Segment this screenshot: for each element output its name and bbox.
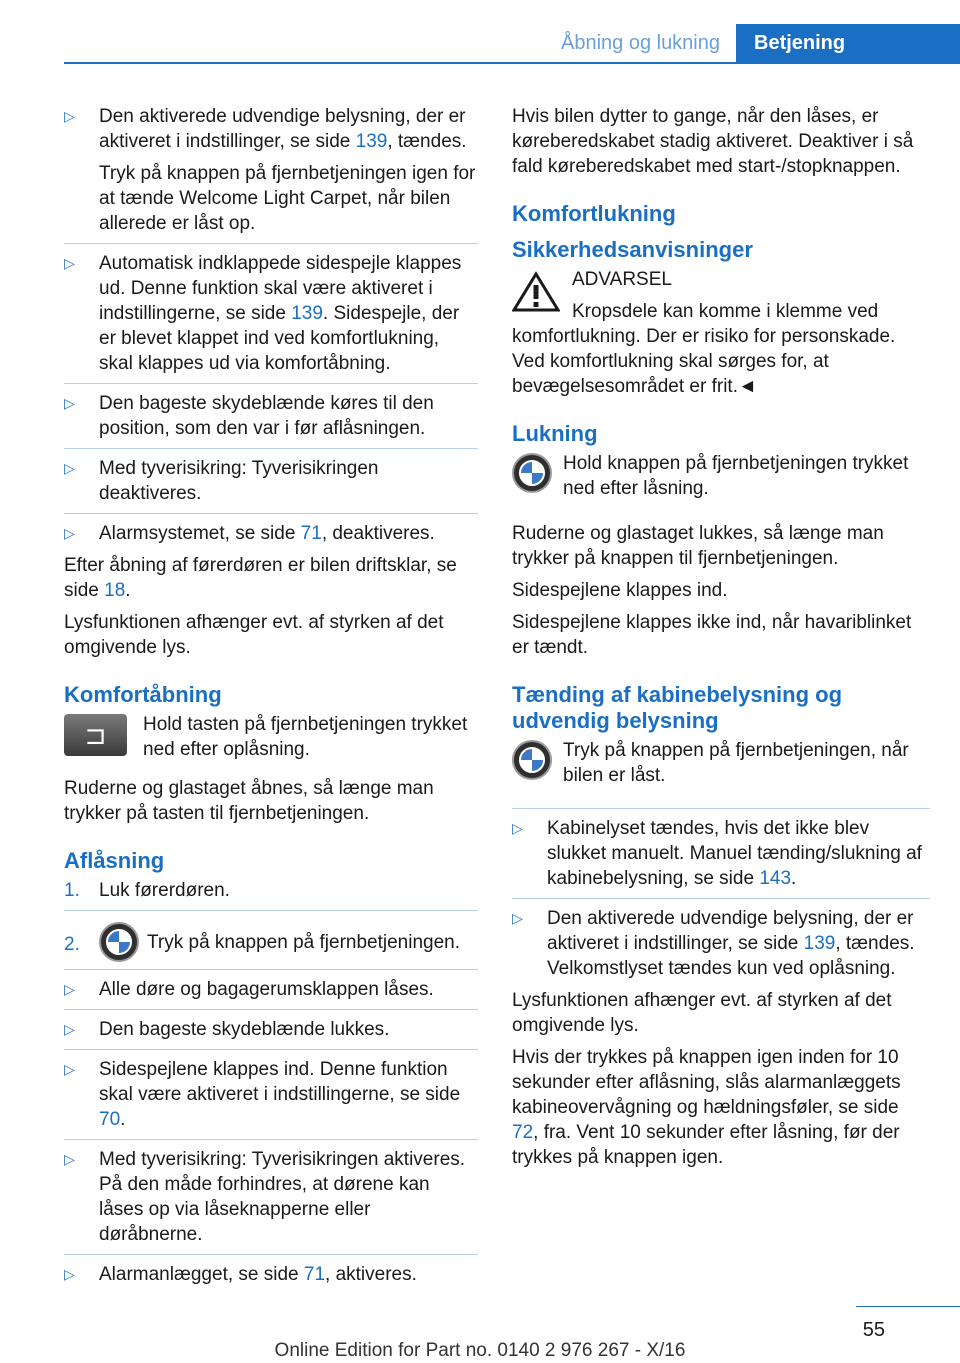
divider [64,243,478,244]
bmw-remote-button-icon [512,740,552,780]
list-item: ▷ Med tyverisikring: Tyverisikringen aktiveres. På den måde forhindres, at dørene kan låses op via låseknapperne eller døråbnerne. [64,1149,466,1245]
numbered-item: 2. Tryk på knappen på fjernbetjeningen. [64,918,478,962]
page-link[interactable]: 139 [291,303,323,324]
bmw-remote-button-icon [99,922,139,962]
list-item: ▷ Alarmsystemet, se side 71, deaktiveres. [64,523,435,544]
warning-block [512,267,930,399]
page-link[interactable]: 72 [512,1122,534,1143]
page-link[interactable]: 70 [99,1109,121,1130]
triangle-bullet-icon: ▷ [64,1061,75,1077]
unlock-key-icon: ⊐ [64,714,127,756]
warning-title: ADVARSEL [572,269,672,290]
paragraph: Lysfunktionen afhænger evt. af styrken af det omgivende lys. [512,990,892,1036]
running-header-section: Åbning og lukning [560,32,720,54]
page-number: 55 [862,1319,885,1341]
divider [64,513,478,514]
triangle-bullet-icon: ▷ [512,820,523,836]
list-item: ▷ Alarmanlægget, se side 71, aktiveres. [64,1264,417,1285]
divider [64,448,478,449]
divider [64,1139,478,1140]
paragraph: Lysfunktionen afhænger evt. af styrken af det omgivende lys. [64,612,444,658]
right-column [512,104,930,1177]
warning-text: Kropsdele kan komme i klemme ved komfortlukning. Der er risiko for personskade. Ved komfortlukning skal sørges for, at bevægelsesområdet er frit.◄ [512,301,896,397]
running-header-tab: Betjening [736,24,960,62]
heading-komfortabning: Komfortåbning [64,682,222,707]
paragraph: Hvis der trykkes på knappen igen inden for 10 sekunder efter aflåsning, slås alarmanlæggets kabineovervågning og hældningsføler, se side 72, fra. Vent 10 sekunder efter låsning, før der trykkes på knappen igen. [512,1047,901,1168]
triangle-bullet-icon: ▷ [64,108,75,124]
paragraph: Sidespejlene klappes ikke ind, når havariblinket er tændt. [512,612,912,658]
paragraph: Ruderne og glastaget åbnes, så længe man trykker på tasten til fjernbetjeningen. [64,778,434,824]
divider [512,898,930,899]
list-item: ▷ Automatisk indklappede sidespejle klappes ud. Denne funktion skal være aktiveret i indstillingerne, se side 139. Sidespejle, der er blevet klappet ind ved komfortlukning, skal klappes ud via komfortåbning. [64,253,462,374]
bmw-remote-button-icon [512,453,552,493]
heading-sikkerhedsanvisninger: Sikkerhedsanvisninger [512,237,753,262]
paragraph: Sidespejlene klappes ind. [512,580,728,601]
divider [64,383,478,384]
footer-rule [856,1306,960,1307]
page-link[interactable]: 143 [759,868,792,889]
list-item: ▷ Sidespejlene klappes ind. Denne funktion skal være aktiveret i indstillingerne, se side 70. [64,1059,461,1130]
heading-komfortlukning: Komfortlukning [512,201,676,226]
page-link[interactable]: 139 [803,933,836,954]
divider [64,969,478,970]
list-item: ▷ Den aktiverede udvendige belysning, der er aktiveret i indstillinger, se side 139, tændes. [64,106,467,152]
paragraph: Ruderne og glastaget lukkes, så længe man trykker på knappen til fjernbetjeningen. [512,523,884,569]
list-item: ▷ Kabinelyset tændes, hvis det ikke blev slukket manuelt. Manuel tænding/slukning af kabinebelysning, se side 143. [512,818,922,889]
triangle-bullet-icon: ▷ [64,1266,75,1282]
divider [64,1049,478,1050]
divider [64,1254,478,1255]
triangle-bullet-icon: ▷ [64,1151,75,1167]
paragraph: Efter åbning af førerdøren er bilen driftsklar, se side 18. [64,555,457,601]
warning-triangle-icon [512,271,560,313]
triangle-bullet-icon: ▷ [512,910,523,926]
divider [64,1009,478,1010]
triangle-bullet-icon: ▷ [64,981,75,997]
left-column [64,104,478,1294]
heading-taending: Tænding af kabinebelysning og udvendig belysning [512,682,843,733]
icon-paragraph: Hold knappen på fjernbetjeningen trykket ned efter låsning. [512,451,930,501]
page-link[interactable]: 18 [104,580,126,601]
list-item: ▷ Den bageste skydeblænde køres til den position, som den var i før aflåsningen. [64,393,434,439]
triangle-bullet-icon: ▷ [64,525,75,541]
icon-paragraph: Tryk på knappen på fjernbetjeningen, når bilen er låst. [512,738,930,788]
edition-footer: Online Edition for Part no. 0140 2 976 267 - X/16 [274,1340,686,1361]
list-item: ▷ Den bageste skydeblænde lukkes. [64,1019,390,1040]
triangle-bullet-icon: ▷ [64,1021,75,1037]
triangle-bullet-icon: ▷ [64,255,75,271]
triangle-bullet-icon: ▷ [64,395,75,411]
heading-lukning: Lukning [512,421,598,446]
list-item: ▷ Med tyverisikring: Tyverisikringen deaktiveres. [64,458,379,504]
page-link[interactable]: 139 [355,131,388,152]
divider [64,910,478,911]
page-link[interactable]: 71 [300,523,322,544]
list-item-continuation: Tryk på knappen på fjernbetjeningen igen for at tænde Welcome Light Carpet, når bilen allerede er låst op. [99,163,476,234]
triangle-bullet-icon: ▷ [64,460,75,476]
heading-aflasning: Aflåsning [64,848,165,873]
paragraph: Hvis bilen dytter to gange, når den låses, er køreberedskabet stadig aktiveret. Deaktiver i så fald køreberedskabet med start-/stopknappen. [512,106,914,177]
divider [512,808,930,809]
header-rule [64,62,960,64]
numbered-item: 1. Luk førerdøren. [64,880,230,901]
list-item: ▷ Alle døre og bagagerumsklappen låses. [64,979,434,1000]
icon-paragraph: ⊐ Hold tasten på fjernbetjeningen trykket ned efter oplåsning. [64,712,478,762]
list-item: ▷ Den aktiverede udvendige belysning, der er aktiveret i indstillinger, se side 139, tændes. Velkomstlyset tændes kun ved oplåsning. [512,908,915,979]
page-link[interactable]: 71 [303,1264,326,1285]
